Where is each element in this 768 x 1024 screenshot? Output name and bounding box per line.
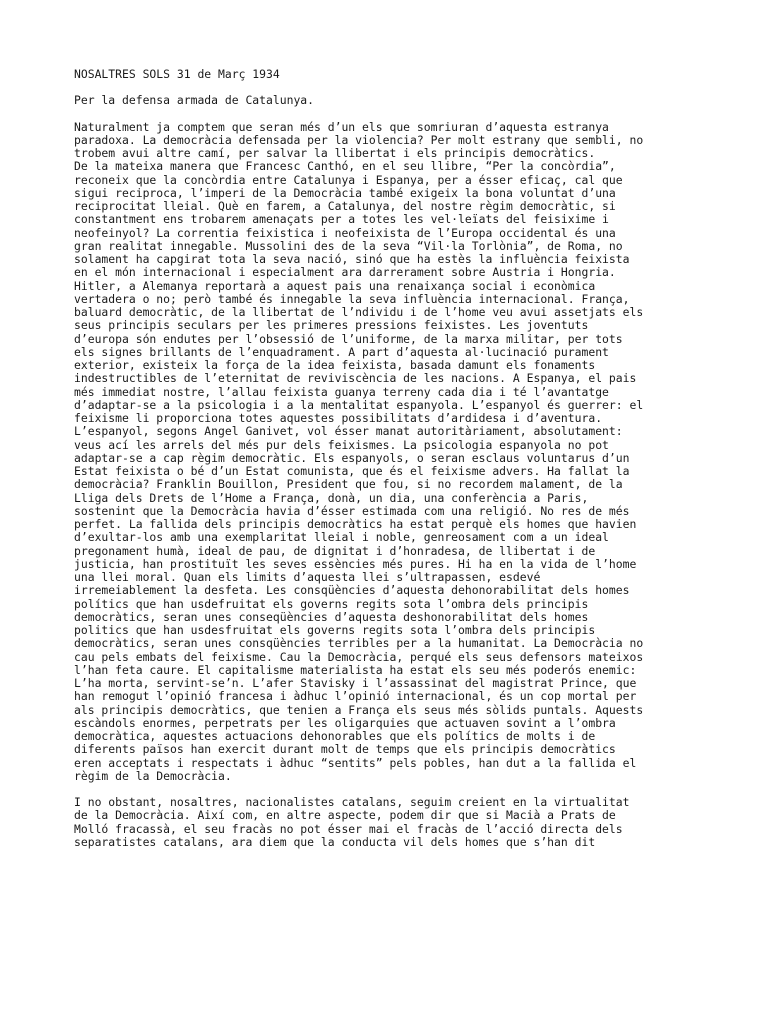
text-line: sostenint que la Democràcia havia d’ésser estimada com una religió. No res de més bbox=[74, 503, 630, 518]
document-subtitle: Per la defensa armada de Catalunya. bbox=[74, 93, 315, 108]
text-line: als principis democràtics, que tenien a França els seus més sòlids puntals. Aquests bbox=[74, 702, 644, 717]
text-line: més immediat nostre, l’allau feixista guanya terreny cada dia i té l’avantatge bbox=[74, 384, 609, 399]
text-line: paradoxa. La democràcia defensada per la violencia? Per molt estrany que sembli, no bbox=[74, 132, 644, 147]
text-line: d’adaptar-se a la psicologia i a la mentalitat espanyola. L’espanyol és guerrer: el bbox=[74, 397, 644, 412]
text-line: diferents països han exercit durant molt de temps que els principis democràtics bbox=[74, 742, 616, 757]
text-line: neofeinyol? La correntia feixistica i neofeixista de l’Europa occidental és una bbox=[74, 225, 616, 240]
text-line: han remogut l’opinió francesa i àdhuc l’opinió internacional, és un cop mortal per bbox=[74, 689, 637, 704]
text-line: polítics que han usdefruitat els governs regits sota l’ombra dels principis bbox=[74, 596, 589, 611]
text-line: democràtica, aquestes actuacions dehonorables que els polítics de molts i de bbox=[74, 729, 596, 743]
text-line: escàndols enormes, perpetrats per les oligarquies que actuaven sovint a l’ombra bbox=[74, 715, 616, 730]
text-line: solament ha capgirat tota la seva nació, sinó que ha estès la influència feixista bbox=[74, 252, 630, 266]
text-line: I no obstant, nosaltres, nacionalistes catalans, seguim creient en la virtualitat bbox=[74, 795, 630, 809]
text-line: reconeix que la concòrdia entre Catalunya i Espanya, per a ésser eficaç, cal que bbox=[74, 172, 623, 187]
text-line: l’han feta caure. El capitalisme materialista ha estat els seu més poderós enemic: bbox=[74, 662, 637, 677]
text-line: baluard democràtic, de la llibertat de l’ndividu i de l’home veu avui assetjats els bbox=[74, 305, 644, 319]
text-line: seus principis seculars per les primeres pressions feixistes. Les joventuts bbox=[74, 318, 589, 333]
text-line: democràtics, seran unes conseqüències d’aquesta deshonorabilitat dels homes bbox=[74, 609, 589, 624]
text-line: gran realitat innegable. Mussolini des de la seva “Vil·la Torlònia”, de Roma, no bbox=[74, 238, 623, 253]
text-line: pregonament humà, ideal de pau, de dignitat i d’honradesa, de llibertat i de bbox=[74, 543, 596, 558]
document-heading: NOSALTRES SOLS 31 de Març 1934 bbox=[74, 67, 280, 81]
text-line: justicia, han prostituït les seves essències més pures. Hi ha en la vida de l’home bbox=[74, 556, 637, 571]
text-line: L’ha morta, servint-se’n. L’afer Stavisky i l’assassinat del magistrat Prince, que bbox=[74, 676, 637, 690]
text-line: de la Democràcia. Així com, en altre aspecte, podem dir que si Macià a Prats de bbox=[74, 808, 616, 823]
text-line: d’europa són endutes per l’obsessió de l’uniforme, de la marxa militar, per tots bbox=[74, 331, 623, 346]
text-line: feixisme li proporciona totes aquestes possibilitats d’ardidesa i d’aventura. bbox=[74, 411, 603, 425]
text-line: vertadera o no; però també és innegable la seva influència internacional. França, bbox=[74, 291, 630, 306]
text-line: democràtics, seran unes consqüències terribles per a la humanitat. La Democràcia no bbox=[74, 636, 644, 651]
text-line: perfet. La fallida dels principis democràtics ha estat perquè els homes que havien bbox=[74, 517, 637, 531]
text-line: règim de la Democràcia. bbox=[74, 768, 232, 783]
text-line: Molló fracassà, el seu fracàs no pot ésser mai el fracàs de l’acció directa dels bbox=[74, 821, 623, 836]
text-line: Naturalment ja comptem que seran més d’un els que somriuran d’aquesta estranya bbox=[74, 119, 609, 134]
document-body bbox=[74, 121, 708, 850]
text-line: trobem avui altre camí, per salvar la llibertat i els principis democràtics. bbox=[74, 146, 596, 160]
text-line: exterior, existeix la força de la idea feixista, basada damunt els fonaments bbox=[74, 358, 596, 372]
text-line: politics que han usdesfruitat els governs regits sota l’ombra dels principis bbox=[74, 623, 596, 637]
text-line: els signes brillants de l’enquadrament. A part d’aquesta al·lucinació purament bbox=[74, 344, 609, 359]
text-line: Estat feixista o bé d’un Estat comunista, que és el feixisme advers. Ha fallat la bbox=[74, 464, 630, 478]
text-line: reciprocitat lleial. Què en farem, a Catalunya, del nostre règim democràtic, si bbox=[74, 199, 616, 213]
text-line: indestructibles de l’eternitat de reviviscència de les nacions. A Espanya, el pais bbox=[74, 371, 637, 386]
text-line: L’espanyol, segons Angel Ganivet, vol ésser manat autoritàriament, absolutament: bbox=[74, 424, 623, 439]
paragraph bbox=[74, 121, 708, 784]
text-line: d’exultar-los amb una exemplaritat lleial i noble, genreosament com a un ideal bbox=[74, 530, 609, 545]
text-line: en el món internacional i especialment ara darrerament sobre Austria i Hongria. bbox=[74, 265, 616, 280]
text-line: eren acceptats i respectats i àdhuc “sentits” pels pobles, han dut a la fallida el bbox=[74, 755, 637, 770]
text-line: sigui reciproca, l’imperi de la Democràcia també exigeix la bona voluntat d’una bbox=[74, 185, 616, 200]
text-line: De la mateixa manera que Francesc Canthó, en el seu llibre, “Per la concòrdia”, bbox=[74, 159, 616, 174]
text-line: Lliga dels Drets de l’Home a França, donà, un dia, una conferència a Paris, bbox=[74, 490, 589, 505]
text-line: democràcia? Franklin Bouillon, President que fou, si no recordem malament, de la bbox=[74, 477, 623, 492]
text-line: veus ací les arrels del més pur dels feixismes. La psicologia espanyola no pot bbox=[74, 437, 609, 452]
text-line: una llei moral. Quan els limits d’aquesta llei s’ultrapassen, esdevé bbox=[74, 570, 541, 584]
text-line: cau pels embats del feixisme. Cau la Democràcia, perqué els seus defensors mateixos bbox=[74, 649, 644, 664]
paragraph bbox=[74, 796, 708, 849]
text-line: adaptar-se a cap règim democràtic. Els espanyols, o seran esclaus voluntarus d’un bbox=[74, 450, 630, 465]
text-line: Hitler, a Alemanya reportarà a aquest pais una renaixança social i econòmica bbox=[74, 278, 596, 293]
text-line: separatistes catalans, ara diem que la conducta vil dels homes que s’han dit bbox=[74, 834, 596, 849]
text-line: irremeiablement la desfeta. Les consqüències d’aquesta dehonorabilitat dels homes bbox=[74, 583, 630, 598]
text-line: constantment ens trobarem amenaçats per a totes les vel·leïats del feisixime i bbox=[74, 212, 609, 227]
